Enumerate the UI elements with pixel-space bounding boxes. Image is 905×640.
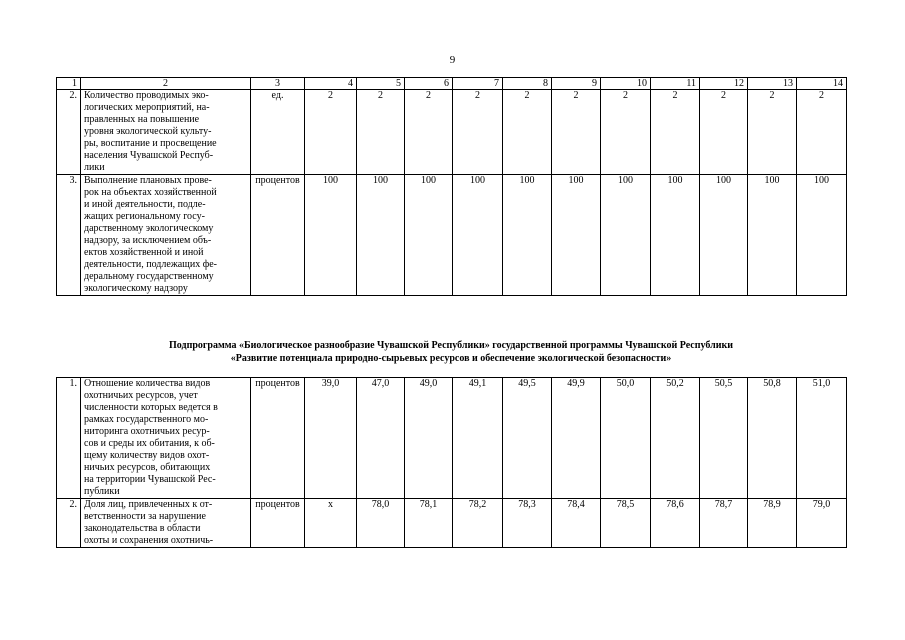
value-cell: 78,6 bbox=[651, 499, 700, 548]
value-cell: 2 bbox=[601, 90, 651, 175]
description-line: деральному государственному bbox=[84, 271, 214, 282]
description-line: численности которых ведется в bbox=[84, 402, 218, 413]
value-cell: 78,2 bbox=[453, 499, 503, 548]
value-cell: 100 bbox=[601, 175, 651, 296]
header-cell: 11 bbox=[651, 78, 700, 90]
table-body bbox=[57, 78, 847, 296]
value-cell: 100 bbox=[503, 175, 552, 296]
value-cell: 100 bbox=[651, 175, 700, 296]
description-line: ничьих ресурсов, обитающих bbox=[84, 462, 211, 473]
value-cell: 2 bbox=[797, 90, 847, 175]
indicator-description bbox=[81, 175, 251, 296]
header-cell: 5 bbox=[357, 78, 405, 90]
value-cell: 2 bbox=[357, 90, 405, 175]
description-line: жащих региональному госу- bbox=[84, 211, 205, 222]
value-cell: 51,0 bbox=[797, 378, 847, 499]
table-row bbox=[57, 90, 847, 175]
description-line: Количество проводимых эко- bbox=[84, 90, 209, 101]
description-line: сов и среды их обитания, к об- bbox=[84, 438, 215, 449]
indicator-description bbox=[81, 499, 251, 548]
value-cell: 100 bbox=[748, 175, 797, 296]
header-cell: 14 bbox=[797, 78, 847, 90]
row-number: 2. bbox=[57, 90, 81, 175]
header-cell: 8 bbox=[503, 78, 552, 90]
header-cell: 13 bbox=[748, 78, 797, 90]
description-line: уровня экологической культу- bbox=[84, 126, 212, 137]
description-line: ры, воспитание и просвещение bbox=[84, 138, 217, 149]
value-cell: 78,9 bbox=[748, 499, 797, 548]
indicators-table-top bbox=[56, 77, 847, 296]
description-line: на территории Чувашской Рес- bbox=[84, 474, 216, 485]
header-cell: 10 bbox=[601, 78, 651, 90]
value-cell: 39,0 bbox=[305, 378, 357, 499]
description-line: логических мероприятий, на- bbox=[84, 102, 210, 113]
description-line: рамках государственного мо- bbox=[84, 414, 209, 425]
description-line: надзору, за исключением объ- bbox=[84, 235, 212, 246]
header-cell: 3 bbox=[251, 78, 305, 90]
value-cell: 50,0 bbox=[601, 378, 651, 499]
description-line: ектов хозяйственной и иной bbox=[84, 247, 204, 258]
unit-cell: процентов bbox=[251, 499, 305, 548]
value-cell: 100 bbox=[453, 175, 503, 296]
value-cell: 49,0 bbox=[405, 378, 453, 499]
subprogram-title-line2: «Развитие потенциала природно-сырьевых ресурсов и обеспечение экологической безопасности» bbox=[230, 353, 672, 364]
description-line: публики bbox=[84, 486, 120, 497]
header-cell: 7 bbox=[453, 78, 503, 90]
subprogram-title-line1: Подпрограмма «Биологическое разнообразие Чувашской Республики» государственной программы Чувашской Республики bbox=[169, 340, 733, 351]
value-cell: 50,8 bbox=[748, 378, 797, 499]
table-row bbox=[57, 378, 847, 499]
header-cell: 2 bbox=[81, 78, 251, 90]
value-cell: 78,5 bbox=[601, 499, 651, 548]
header-cell: 12 bbox=[700, 78, 748, 90]
value-cell: 2 bbox=[552, 90, 601, 175]
description-line: правленных на повышение bbox=[84, 114, 200, 125]
row-number: 1. bbox=[57, 378, 81, 499]
description-line: охоты и сохранения охотничь- bbox=[84, 535, 214, 546]
value-cell: 78,1 bbox=[405, 499, 453, 548]
description-line: Доля лиц, привлеченных к от- bbox=[84, 499, 213, 510]
value-cell: 2 bbox=[503, 90, 552, 175]
unit-cell: процентов bbox=[251, 378, 305, 499]
value-cell: 2 bbox=[453, 90, 503, 175]
value-cell: 2 bbox=[405, 90, 453, 175]
page-number: 9 bbox=[449, 54, 456, 66]
value-cell: 50,2 bbox=[651, 378, 700, 499]
description-line: дарственному экологическому bbox=[84, 223, 214, 234]
value-cell: 100 bbox=[797, 175, 847, 296]
value-cell: 49,1 bbox=[453, 378, 503, 499]
description-line: Выполнение плановых прове- bbox=[84, 175, 212, 186]
value-cell: 49,5 bbox=[503, 378, 552, 499]
description-line: лики bbox=[84, 162, 105, 173]
value-cell: 2 bbox=[305, 90, 357, 175]
unit-cell: процентов bbox=[251, 175, 305, 296]
value-cell: х bbox=[305, 499, 357, 548]
subprogram-title bbox=[56, 339, 846, 365]
value-cell: 2 bbox=[651, 90, 700, 175]
value-cell: 100 bbox=[552, 175, 601, 296]
value-cell: 78,7 bbox=[700, 499, 748, 548]
value-cell: 100 bbox=[405, 175, 453, 296]
indicator-description bbox=[81, 90, 251, 175]
row-number: 2. bbox=[57, 499, 81, 548]
value-cell: 100 bbox=[700, 175, 748, 296]
description-line: щему количеству видов охот- bbox=[84, 450, 210, 461]
header-cell: 6 bbox=[405, 78, 453, 90]
description-line: Отношение количества видов bbox=[84, 378, 211, 389]
value-cell: 50,5 bbox=[700, 378, 748, 499]
value-cell: 100 bbox=[305, 175, 357, 296]
unit-cell: ед. bbox=[251, 90, 305, 175]
header-cell: 9 bbox=[552, 78, 601, 90]
description-line: ниторинга охотничьих ресур- bbox=[84, 426, 210, 437]
indicators-table-bottom bbox=[56, 377, 847, 548]
value-cell: 47,0 bbox=[357, 378, 405, 499]
value-cell: 78,3 bbox=[503, 499, 552, 548]
indicator-description bbox=[81, 378, 251, 499]
value-cell: 78,4 bbox=[552, 499, 601, 548]
value-cell: 2 bbox=[700, 90, 748, 175]
value-cell: 49,9 bbox=[552, 378, 601, 499]
value-cell: 2 bbox=[748, 90, 797, 175]
description-line: деятельности, подлежащих фе- bbox=[84, 259, 217, 270]
description-line: охотничьих ресурсов, учет bbox=[84, 390, 198, 401]
value-cell: 79,0 bbox=[797, 499, 847, 548]
description-line: населения Чувашской Респуб- bbox=[84, 150, 214, 161]
row-number: 3. bbox=[57, 175, 81, 296]
description-line: и иной деятельности, подле- bbox=[84, 199, 206, 210]
table-body bbox=[57, 378, 847, 548]
table-row bbox=[57, 499, 847, 548]
description-line: экологическому надзору bbox=[84, 283, 188, 294]
description-line: рок на объектах хозяйственной bbox=[84, 187, 217, 198]
description-line: законодательства в области bbox=[84, 523, 201, 534]
table-row bbox=[57, 175, 847, 296]
value-cell: 78,0 bbox=[357, 499, 405, 548]
value-cell: 100 bbox=[357, 175, 405, 296]
description-line: ветственности за нарушение bbox=[84, 511, 206, 522]
header-cell: 4 bbox=[305, 78, 357, 90]
header-cell: 1 bbox=[57, 78, 81, 90]
header-row bbox=[57, 78, 847, 90]
